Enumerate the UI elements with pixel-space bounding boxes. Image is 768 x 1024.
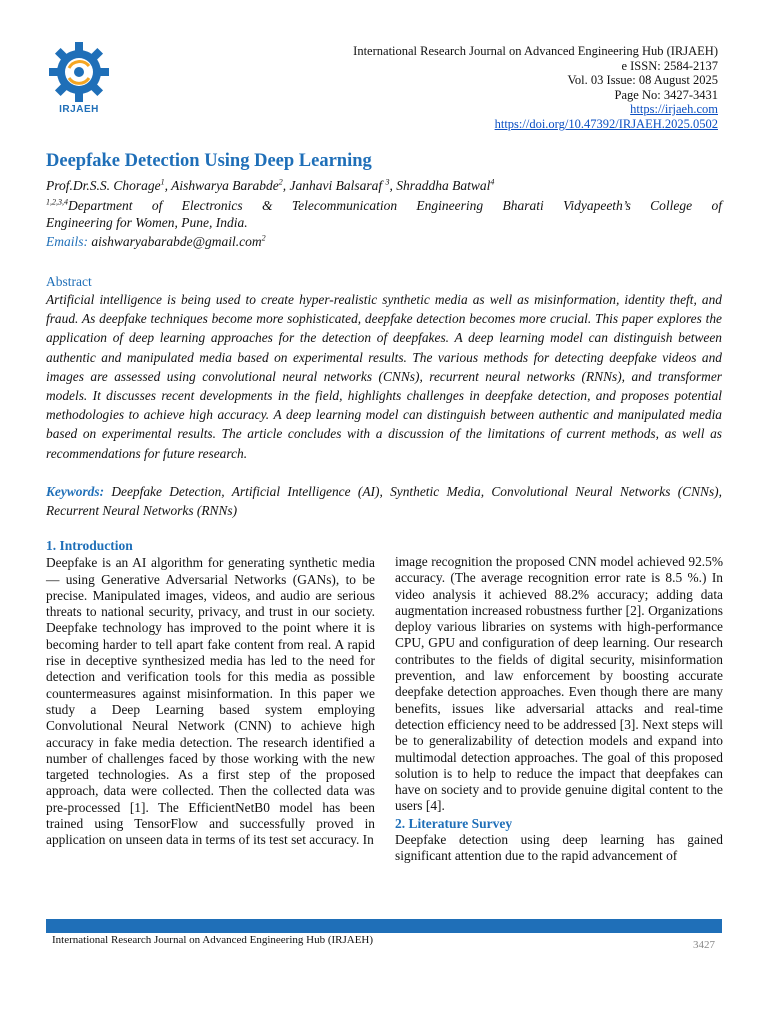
affiliation: $^{1,2,3,4}$Department of Electronics & Telecommunication Engineering Bharati Vidyapeeth’s College of bbox=[46, 197, 722, 213]
journal-name: International Research Journal on Advanced Engineering Hub (IRJAEH) bbox=[353, 44, 718, 58]
affiliation-line2: Engineering for Women, Pune, India. bbox=[46, 215, 248, 230]
issn: e ISSN: 2584-2137 bbox=[621, 58, 718, 73]
page-range: Page No: 3427-3431 bbox=[614, 87, 718, 102]
abstract-text: Artificial intelligence is being used to create hyper-realistic synthetic media as well as misinformation, identity theft, and fraud. As deepfake techniques become more sophisticated, deepfake detection becomes more crucial. This paper explores the application of deep learning approaches for the detection of deepfakes. A deep learning model can distinguish between authentic and manipulated media based on experimental results. The various methods for detecting deepfake videos and images are assessed using convolutional neural networks (CNNs), recurrent neural networks (RNNs), and transformer models. It discusses recent developments in the field, highlights challenges in deepfake detection, and proposes potential methodologies to achieve high accuracy. A deep learning model can distinguish between authentic and manipulated media based on experimental results. The article concludes with a discussion of the limitations of current methods, as well as recommendations for future research. bbox=[46, 292, 722, 461]
doi-link[interactable]: https://doi.org/10.47392/IRJAEH.2025.0502 bbox=[494, 116, 718, 131]
footer-journal: International Research Journal on Advanced Engineering Hub (IRJAEH) bbox=[52, 934, 374, 946]
keywords bbox=[46, 482, 722, 520]
paper-title: Deepfake Detection Using Deep Learning bbox=[46, 151, 372, 171]
email-address: aishwaryabarabde@gmail.com bbox=[91, 234, 262, 249]
author: Aishwarya Barabde bbox=[171, 178, 279, 193]
emails: Emails: aishwaryabarabde@gmail.com$^2$ bbox=[46, 233, 266, 249]
journal-url-link[interactable]: https://irjaeh.com bbox=[630, 102, 718, 117]
section-heading: 1. Introduction bbox=[46, 538, 133, 553]
section-heading: 2. Literature Survey bbox=[395, 815, 513, 831]
body-column-right bbox=[395, 554, 723, 865]
body-paragraph: Deepfake is an AI algorithm for generating synthetic media — using Generative Adversarial Networks (GANs), to be precise. Manipulated images, videos, and audio are serious threats to national security, privacy, and trust in our society. Deepfake technology has improved to the point where it is becoming harder to tell apart fake content from real. A rapid rise in deceptive synthesized media has led to the need for detection and verification tools for this media as possible countermeasures against misinformation. In this paper we study a Deep Learning based system employing Convolutional Neural Network (CNN) to achieve high accuracy in fake media detection. The research identified a number of challenges faced by those working with the new targeted technologies. As a first step of the proposed approach, data were collected. Then the collected data was pre-processed [1]. The EfficientNetB0 model has been trained using TensorFlow and successfully proved in application on unseen data in terms of its test set accuracy. In bbox=[46, 555, 375, 848]
author: Prof.Dr.S.S. Chorage bbox=[46, 178, 161, 193]
keywords-label: Keywords: bbox=[46, 484, 105, 499]
body-column-left bbox=[46, 538, 375, 849]
volume-issue: Vol. 03 Issue: 08 August 2025 bbox=[567, 73, 718, 88]
gear-logo-icon bbox=[44, 40, 114, 104]
body-paragraph: image recognition the proposed CNN model achieved 92.5% accuracy. (The average recognition error rate is 8.5 %.) In video analysis it achieved 88.2% accuracy; adding data augmentation increased robustness further [2]. Organizations deploy various libraries on systems with high-performance CPU, GPU and configuration of deep learning. Our research contributes to the fields of digital security, misinformation prevention, and law enforcement by boosting accurate deepfake detection approaches. Even though there are many benefits, issues like adversarial attacks and real-time detection efficiency need to be addressed [3]. Next steps will be to generalizability of detection models and expand into multimodal detection approaches. The goal of this proposed solution is to help to reduce the impact that deepfakes can have on society and to provide genuine digital content to the users [4]. bbox=[395, 554, 723, 814]
logo-text: IRJAEH bbox=[59, 104, 99, 115]
author: Shraddha Batwal bbox=[396, 178, 491, 193]
journal-logo bbox=[44, 40, 114, 122]
author: Janhavi Balsaraf bbox=[289, 178, 386, 193]
footer-bar bbox=[46, 919, 722, 933]
author-list: Prof.Dr.S.S. Chorage$^1$, Aishwarya Barabde$^2$, Janhavi Balsaraf $^3$, Shraddha Batwal$^4$ bbox=[46, 177, 495, 193]
page-number: 3427 bbox=[693, 939, 715, 951]
header-meta bbox=[353, 44, 718, 132]
body-paragraph: Deepfake detection using deep learning has gained significant attention due to the rapid advancement of bbox=[395, 832, 723, 864]
abstract-heading: Abstract bbox=[46, 274, 92, 289]
emails-label: Emails: bbox=[46, 234, 88, 249]
keywords-text: Deepfake Detection, Artificial Intelligence (AI), Synthetic Media, Convolutional Neural Networks (CNNs), Recurrent Neural Networks (RNNs) bbox=[46, 484, 722, 519]
